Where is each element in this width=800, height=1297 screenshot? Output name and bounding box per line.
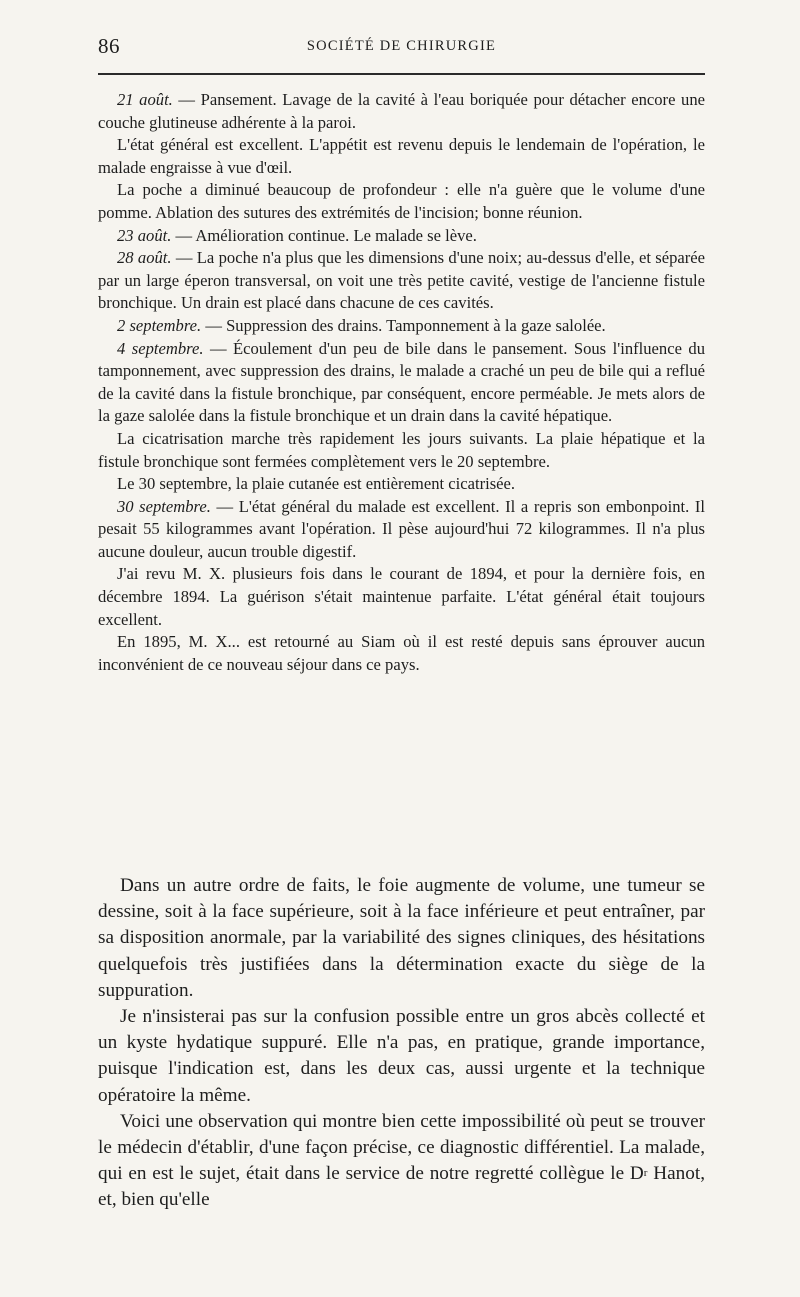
- observation-paragraph: [98, 338, 705, 428]
- entry-date: 21 août.: [117, 90, 173, 109]
- entry-text: Le 30 septembre, la plaie cutanée est entièrement cicatrisée.: [117, 474, 516, 494]
- entry-text: La poche a diminué beaucoup de profondeur : elle n'a guère que le volume d'une pomme. Ablation des sutures des extrémités de l'incision; bonne réunion.: [98, 180, 705, 222]
- page-number: 86: [98, 34, 120, 58]
- header-rule: [98, 73, 705, 75]
- entry-text: — Pansement. Lavage de la cavité à l'eau boriquée pour détacher encore une couche glutineuse adhérente à la paroi.: [98, 90, 705, 132]
- main-text-block: [98, 873, 705, 1214]
- entry-text: — Amélioration continue. Le malade se lève.: [171, 225, 477, 245]
- observation-paragraph: [98, 631, 705, 676]
- observation-paragraph: [98, 496, 705, 564]
- observation-paragraph: [98, 89, 705, 134]
- running-title: SOCIÉTÉ DE CHIRURGIE: [306, 38, 497, 54]
- body-paragraph: [98, 1109, 705, 1214]
- entry-text: En 1895, M. X... est retourné au Siam où il est resté depuis sans éprouver aucun inconvénient de ce nouveau séjour dans ce pays.: [98, 632, 705, 674]
- observation-block: [98, 89, 705, 676]
- superscript: r: [643, 1167, 648, 1180]
- observation-paragraph: [98, 225, 705, 248]
- entry-text: — La poche n'a plus que les dimensions d'une noix; au-dessus d'elle, et séparée par un large éperon transversal, on voit une très petite cavité, vestige de l'ancienne fistule bronchique. Un drain est placé dans chacune de ces cavités.: [98, 248, 705, 313]
- paragraph-text: Voici une observation qui montre bien cette impossibilité où peut se trouver le médecin d'établir, d'une façon précise, ce diagnostic différentiel. La malade, qui en est le sujet, était dans le service de notre regretté collègue le D: [98, 1110, 705, 1185]
- observation-paragraph: [98, 473, 705, 496]
- entry-date: 30 septembre.: [117, 496, 211, 516]
- observation-paragraph: [98, 428, 705, 473]
- entry-text: J'ai revu M. X. plusieurs fois dans le courant de 1894, et pour la dernière fois, en décembre 1894. La guérison s'était maintenue parfaite. L'état général était toujours excellent.: [98, 564, 705, 629]
- entry-text: — Suppression des drains. Tamponnement à la gaze salolée.: [201, 315, 606, 335]
- observation-paragraph: [98, 134, 705, 179]
- entry-date: 28 août.: [117, 248, 172, 268]
- body-paragraph: Dans un autre ordre de faits, le foie augmente de volume, une tumeur se dessine, soit à la face supérieure, soit à la face inférieure et peut entraîner, par sa disposition anormale, par la variabilité des signes cliniques, des hésitations quelquefois très justifiées dans la détermination exacte du siège de la suppuration.: [98, 875, 705, 1001]
- observation-paragraph: [98, 563, 705, 631]
- page-header: [98, 34, 705, 64]
- entry-text: — Écoulement d'un peu de bile dans le pansement. Sous l'influence du tamponnement, avec suppression des drains, le malade a craché un peu de bile qui a reflué de la cavité dans la fistule bronchique, par conséquent, encore perméable. Je mets alors de la gaze salolée dans la fistule bronchique et un drain dans la cavité hépatique.: [98, 338, 705, 426]
- observation-paragraph: [98, 315, 705, 338]
- entry-date: 4 septembre.: [117, 338, 204, 358]
- entry-text: — L'état général du malade est excellent. Il a repris son embonpoint. Il pesait 55 kilogrammes avant l'opération. Il pèse aujourd'hui 72 kilogrammes. Il n'a plus aucune douleur, aucun trouble digestif.: [98, 496, 705, 561]
- observation-paragraph: [98, 179, 705, 224]
- body-paragraph: Je n'insisterai pas sur la confusion possible entre un gros abcès collecté et un kyste hydatique suppuré. Elle n'a pas, en pratique, grande importance, puisque l'indication est, dans les deux cas, aussi urgente et la technique opératoire la même.: [98, 1006, 705, 1106]
- observation-paragraph: [98, 247, 705, 315]
- entry-date: 2 septembre.: [117, 315, 202, 335]
- entry-date: 23 août.: [117, 225, 172, 245]
- entry-text: La cicatrisation marche très rapidement les jours suivants. La plaie hépatique et la fistule bronchique sont fermées complètement vers le 20 septembre.: [98, 428, 705, 471]
- entry-text: L'état général est excellent. L'appétit est revenu depuis le lendemain de l'opération, le malade engraisse à vue d'œil.: [98, 135, 705, 177]
- paragraph-text: Hanot, et, bien qu'elle: [98, 1163, 705, 1211]
